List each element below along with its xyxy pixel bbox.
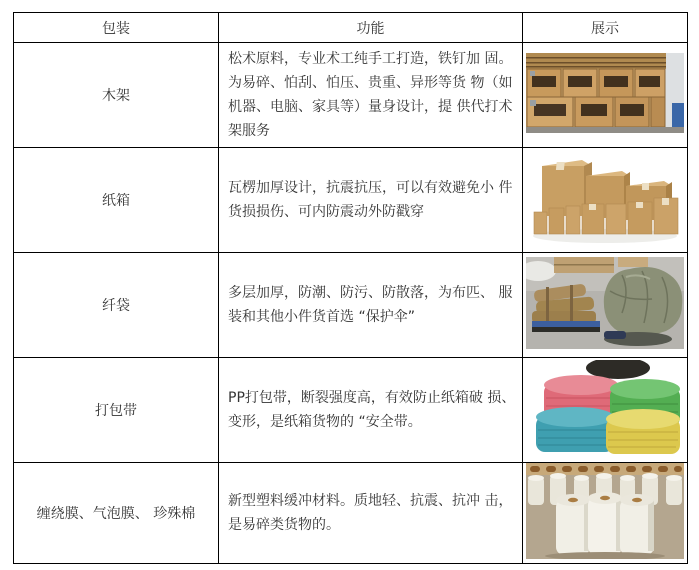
package-name: 缠绕膜、气泡膜、 珍殊棉 [14,463,219,564]
table-row [14,358,688,463]
table-row [14,43,688,148]
table-row [14,253,688,358]
cardboard-boxes-photo [526,150,684,246]
package-name: 木架 [14,43,219,148]
header-row [14,13,688,43]
header-package: 包装 [14,13,219,43]
function-text: 瓦楞加厚设计，抗震抗压，可以有效避免小 件货损损伤、可内防震动外防戳穿 [219,148,523,253]
photo-cell [523,148,688,253]
photo-cell [523,463,688,564]
package-name: 纸箱 [14,148,219,253]
function-text: 松术原料，专业术工纯手工打造，铁钉加 固。为易碎、怕刮、怕压、贵重、异形等货 物（如机器、电脑、家具等）量身设计，提 供代打术架服务 [219,43,523,148]
header-function: 功能 [219,13,523,43]
photo-cell [523,358,688,463]
stretch-film-rolls-photo [526,463,684,559]
photo-cell [523,43,688,148]
table-header [14,13,688,43]
strapping-rolls-image [526,360,684,456]
package-name: 打包带 [14,358,219,463]
header-display: 展示 [523,13,688,43]
table-row [14,148,688,253]
woven-bags-image [526,257,684,349]
cardboard-boxes-image [526,150,684,246]
table-row [14,463,688,564]
package-name: 纤袋 [14,253,219,358]
function-text: PP打包带，断裂强度高，有效防止纸箱破 损、变形，是纸箱货物的 “安全带。 [219,358,523,463]
wooden-crates-image [526,53,684,133]
stretch-film-rolls-image [526,463,684,559]
photo-cell [523,253,688,358]
strapping-rolls-photo [526,360,684,456]
function-text: 多层加厚，防潮、防污、防散落，为布匹、 服装和其他小件货首选 “保护伞” [219,253,523,358]
function-text: 新型塑料缓冲材料。质地轻、抗震、抗冲 击，是易碎类货物的。 [219,463,523,564]
wooden-crates-photo [526,53,684,133]
packaging-table [13,12,688,564]
woven-bags-photo [526,257,684,349]
